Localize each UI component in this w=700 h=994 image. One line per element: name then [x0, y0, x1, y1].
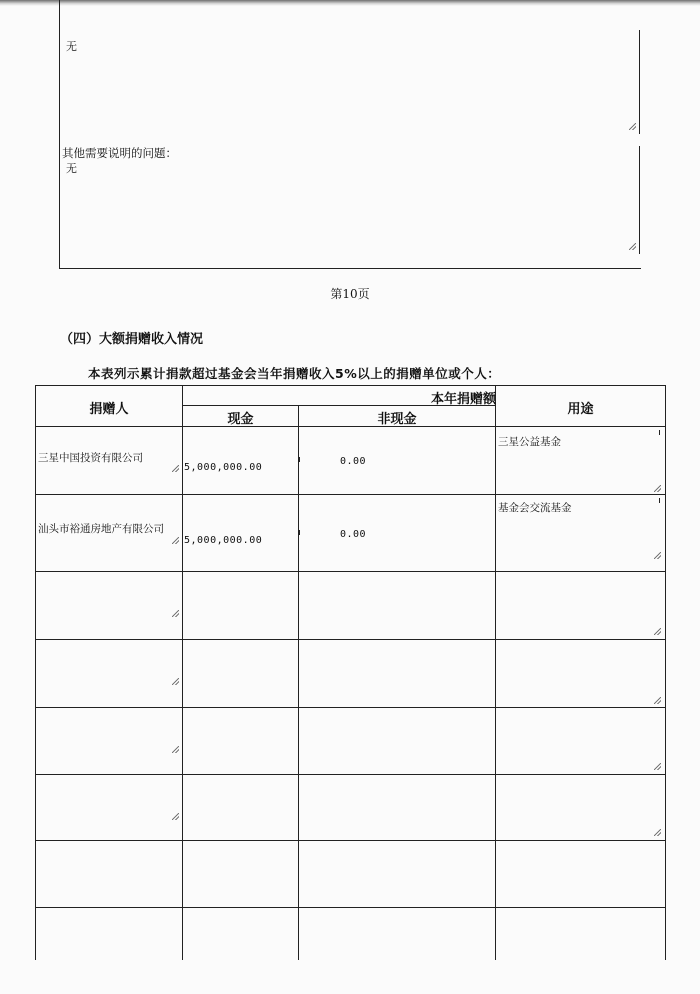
resize-handle-icon[interactable]	[654, 552, 661, 559]
header-donor: 捐赠人	[89, 402, 129, 417]
cell-mark	[659, 498, 660, 503]
row1-purpose[interactable]: 三星公益基金	[498, 436, 561, 448]
row-line	[35, 494, 666, 495]
header-noncash: 非现金	[377, 412, 417, 427]
resize-handle-icon[interactable]	[629, 243, 636, 250]
field1-value: 无	[66, 40, 77, 53]
row-line	[35, 571, 666, 572]
cell-mark	[298, 530, 300, 535]
resize-handle-icon[interactable]	[172, 537, 179, 544]
header-annual-amount: 本年捐赠额	[430, 392, 496, 407]
row-line	[35, 707, 666, 708]
other-issues-label: 其他需要说明的问题：	[62, 146, 177, 160]
header-purpose: 用途	[567, 402, 594, 417]
row-line	[35, 907, 666, 908]
row-line	[35, 774, 666, 775]
table-border-right	[665, 385, 666, 960]
other-issues-textarea[interactable]	[60, 146, 640, 254]
explanation-textarea-1[interactable]	[60, 30, 640, 134]
resize-handle-icon[interactable]	[654, 485, 661, 492]
row-line	[35, 840, 666, 841]
cell-mark	[659, 430, 660, 435]
row1-noncash[interactable]: 0.00	[340, 456, 367, 467]
row1-donor[interactable]: 三星中国投资有限公司	[38, 452, 143, 464]
row2-donor[interactable]: 汕头市裕通房地产有限公司	[38, 523, 164, 535]
cell-mark	[298, 457, 300, 462]
resize-handle-icon[interactable]	[172, 465, 179, 472]
resize-handle-icon[interactable]	[172, 813, 179, 820]
table-border-top	[35, 385, 666, 386]
resize-handle-icon[interactable]	[172, 678, 179, 685]
resize-handle-icon[interactable]	[629, 123, 636, 130]
row-line	[35, 639, 666, 640]
resize-handle-icon[interactable]	[654, 628, 661, 635]
header-cash: 现金	[227, 412, 254, 427]
resize-handle-icon[interactable]	[172, 746, 179, 753]
row1-cash[interactable]: 5,000,000.00	[184, 462, 263, 473]
resize-handle-icon[interactable]	[654, 763, 661, 770]
row2-purpose[interactable]: 基金会交流基金	[498, 502, 572, 514]
row2-cash[interactable]: 5,000,000.00	[184, 535, 263, 546]
col-divider-cash	[298, 405, 299, 960]
col-divider-purpose	[495, 385, 496, 960]
resize-handle-icon[interactable]	[172, 610, 179, 617]
resize-handle-icon[interactable]	[654, 697, 661, 704]
resize-handle-icon[interactable]	[654, 829, 661, 836]
page-number: 第10页	[330, 287, 370, 301]
col-divider-donor	[182, 385, 183, 960]
row2-noncash[interactable]: 0.00	[340, 529, 367, 540]
table-border-left	[35, 385, 36, 960]
section-title: （四）大额捐赠收入情况	[60, 332, 204, 347]
table-intro: 本表列示累计捐款超过基金会当年捐赠收入5%以上的捐赠单位或个人：	[88, 366, 501, 381]
field2-value: 无	[66, 162, 77, 175]
